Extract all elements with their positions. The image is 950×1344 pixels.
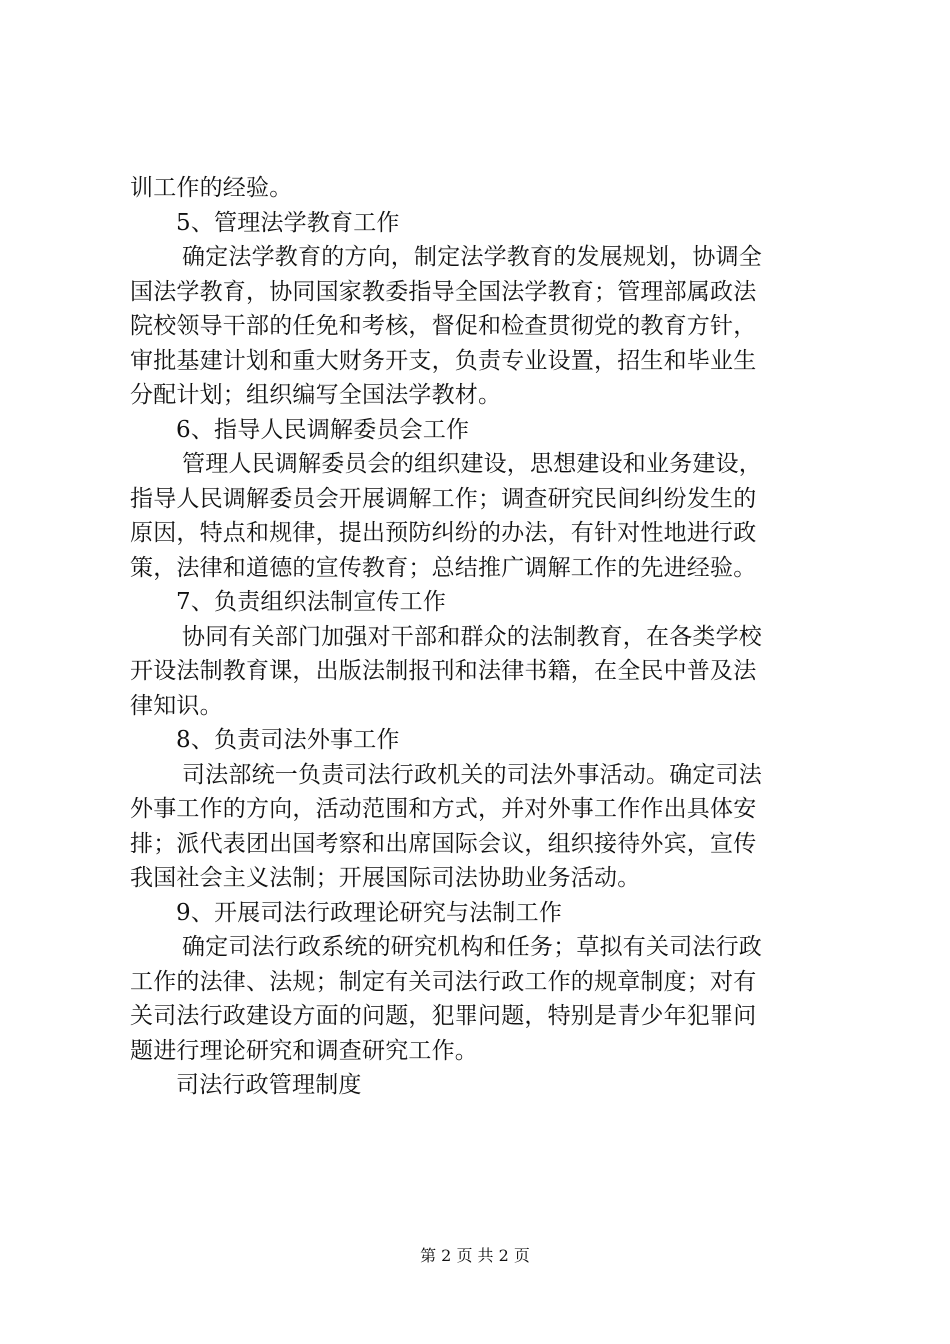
document-body <box>130 171 830 1103</box>
text-line: 工作的法律、法规；制定有关司法行政工作的规章制度；对有 <box>130 968 757 995</box>
section-heading: 司法行政管理制度 <box>176 1072 362 1098</box>
paragraph-first-line: 司法部统一负责司法行政机关的司法外事活动。确定司法 <box>182 761 762 788</box>
paragraph-first-line: 协同有关部门加强对干部和群众的法制教育，在各类学校 <box>182 623 762 650</box>
text-line: 分配计划；组织编写全国法学教材。 <box>130 382 502 408</box>
text-line: 律知识。 <box>130 692 223 719</box>
paragraph-first-line: 确定司法行政系统的研究机构和任务；草拟有关司法行政 <box>182 934 762 960</box>
text-line: 指导人民调解委员会开展调解工作；调查研究民间纠纷发生的 <box>130 485 757 512</box>
section-heading: 6、指导人民调解委员会工作 <box>176 416 470 443</box>
text-line: 我国社会主义法制；开展国际司法协助业务活动。 <box>130 865 641 891</box>
text-line: 题进行理论研究和调查研究工作。 <box>130 1037 478 1064</box>
text-line: 院校领导干部的任免和考核，督促和检查贯彻党的教育方针， <box>130 313 757 339</box>
page-footer <box>0 1246 950 1266</box>
page-number-label: 第 2 页 共 2 页 <box>420 1246 530 1265</box>
text-line: 关司法行政建设方面的问题，犯罪问题，特别是青少年犯罪问 <box>130 1003 757 1029</box>
text-line: 审批基建计划和重大财务开支，负责专业设置，招生和毕业生 <box>130 347 757 374</box>
paragraph-first-line: 确定法学教育的方向，制定法学教育的发展规划，协调全 <box>182 244 762 270</box>
section-heading: 8、负责司法外事工作 <box>176 727 400 753</box>
text-line: 外事工作的方向，活动范围和方式，并对外事工作作出具体安 <box>130 796 757 822</box>
text-line: 开设法制教育课，出版法制报刊和法律书籍，在全民中普及法 <box>130 658 757 684</box>
paragraph-first-line: 管理人民调解委员会的组织建设，思想建设和业务建设， <box>182 451 762 477</box>
section-heading: 5、管理法学教育工作 <box>176 209 400 236</box>
text-line: 策，法律和道德的宣传教育；总结推广调解工作的先进经验。 <box>130 554 757 581</box>
text-line: 原因，特点和规律，提出预防纠纷的办法，有针对性地进行政 <box>130 520 757 546</box>
section-heading: 7、负责组织法制宣传工作 <box>176 589 447 615</box>
text-line: 国法学教育，协同国家教委指导全国法学教育；管理部属政法 <box>130 278 757 305</box>
text-line: 训工作的经验。 <box>130 175 293 201</box>
text-line: 排；派代表团出国考察和出席国际会议，组织接待外宾，宣传 <box>130 830 757 857</box>
section-heading: 9、开展司法行政理论研究与法制工作 <box>176 899 563 926</box>
